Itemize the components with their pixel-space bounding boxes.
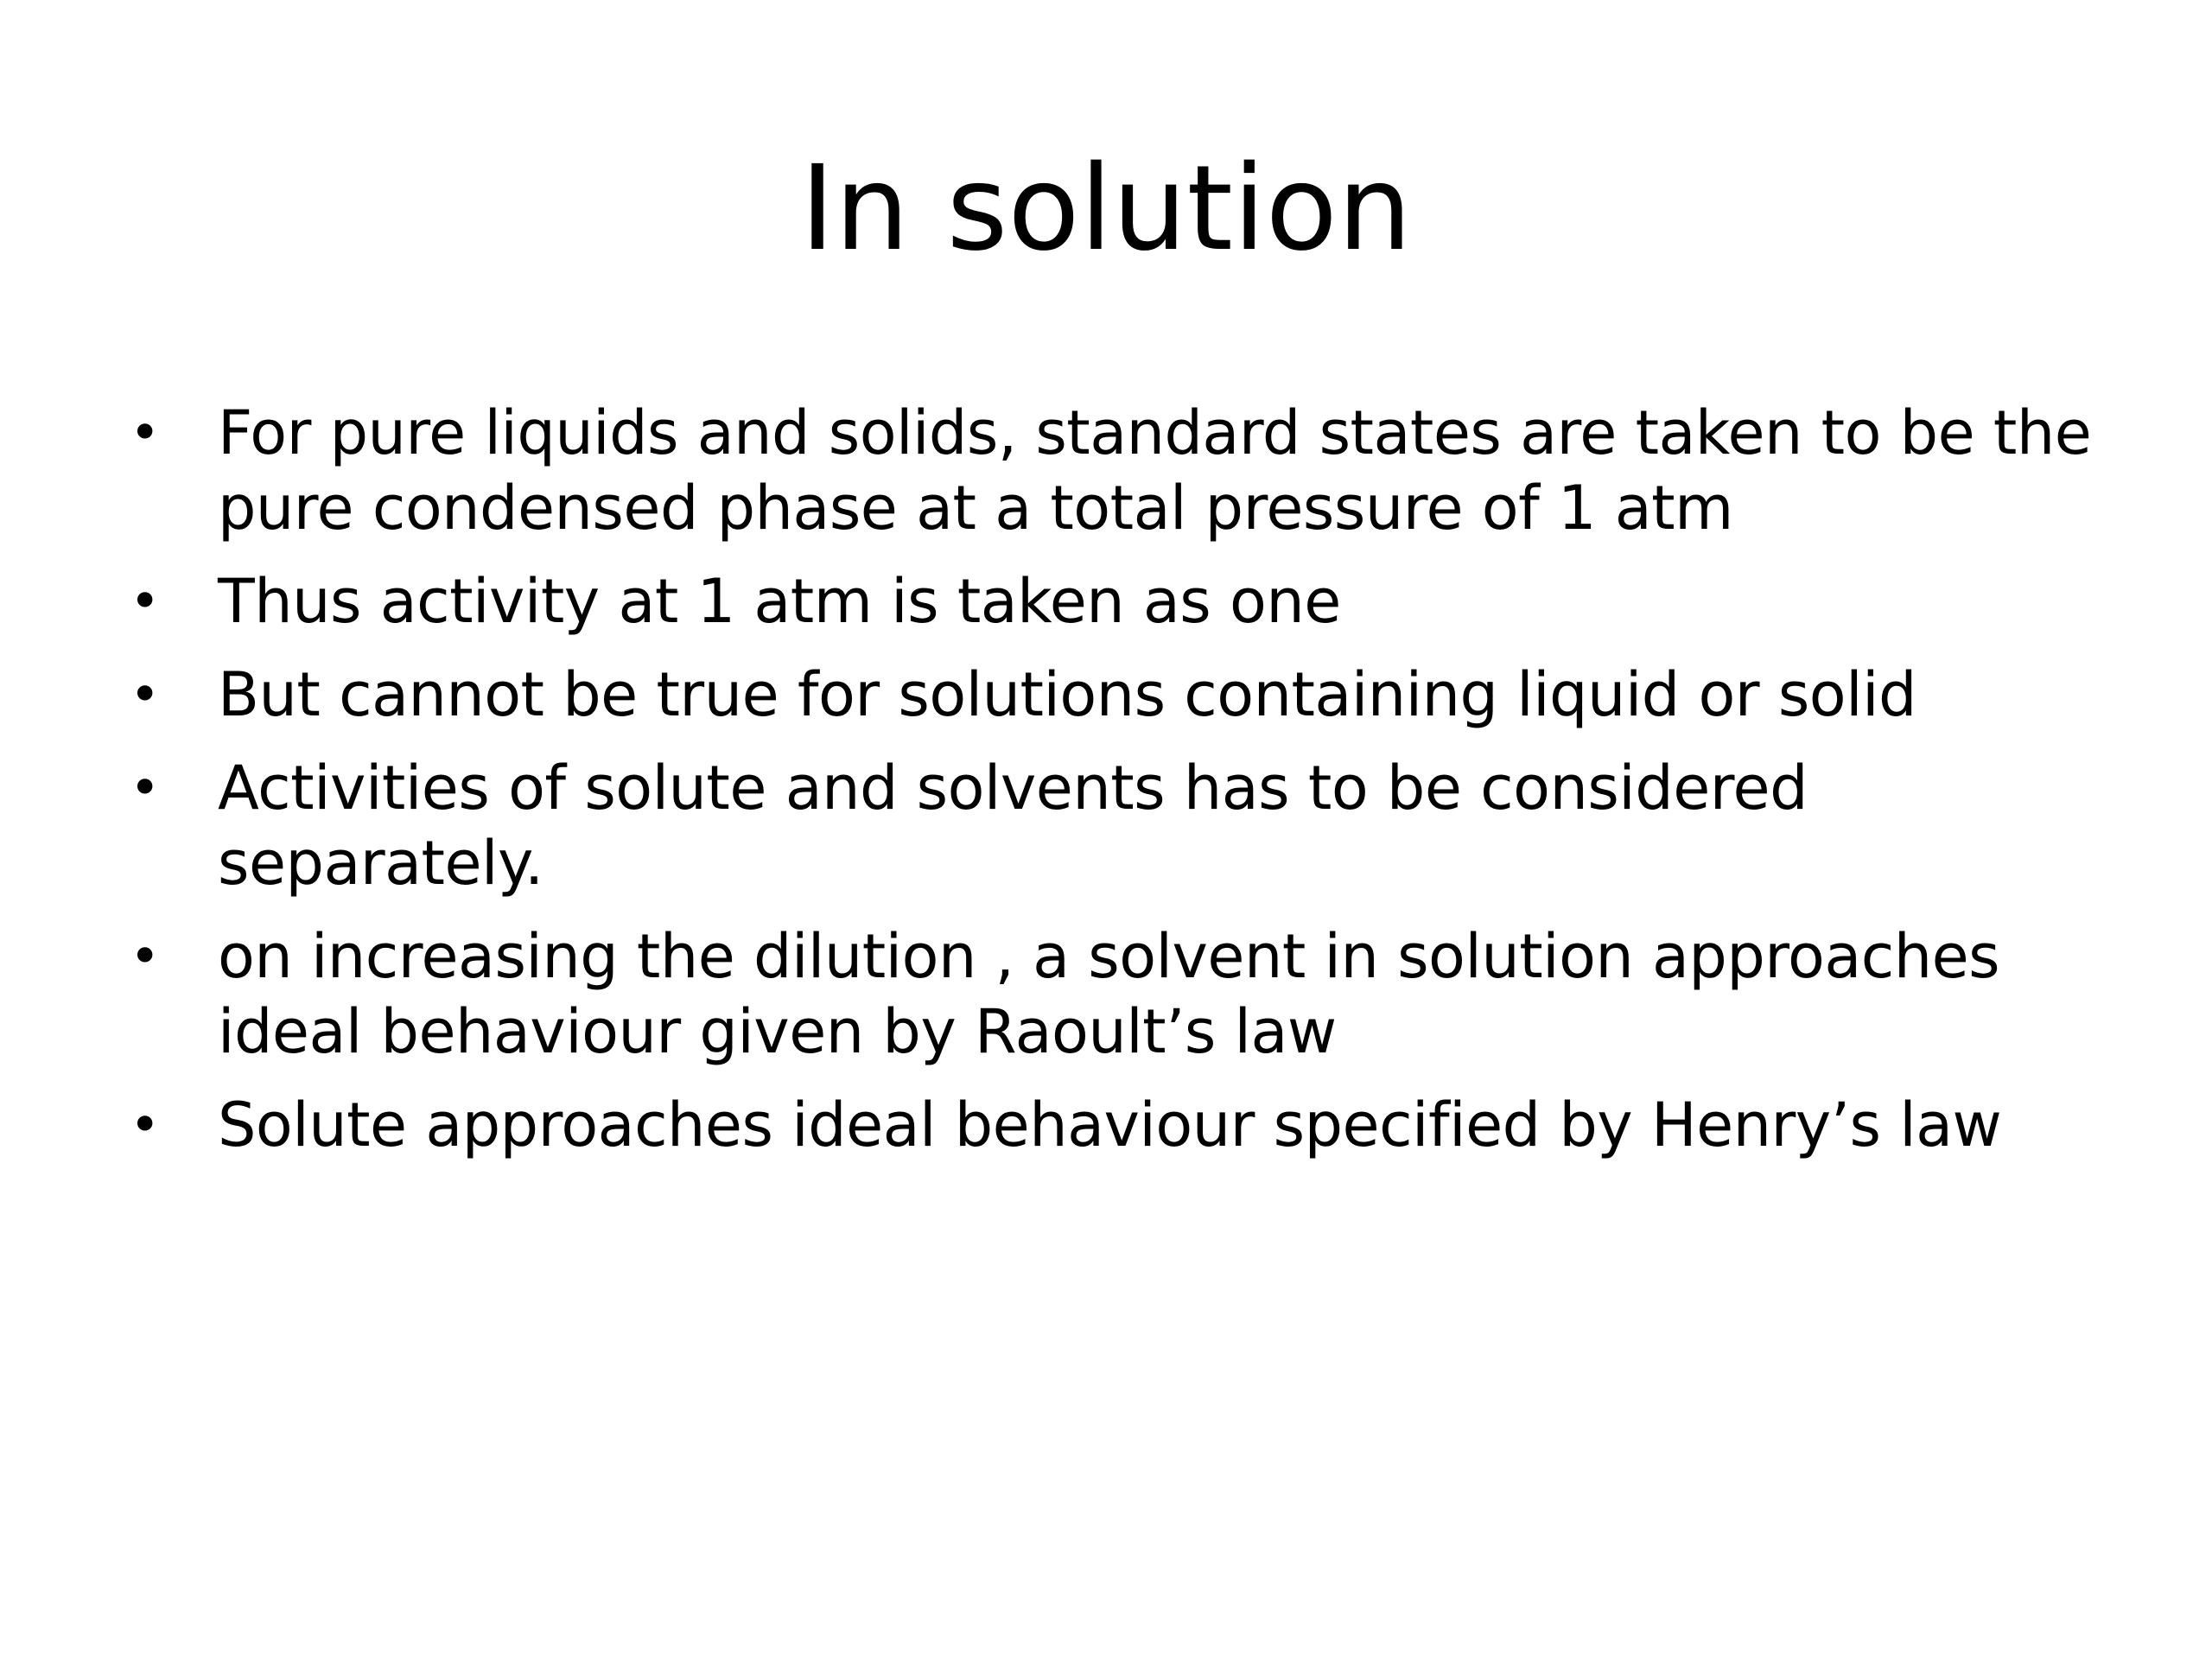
bullet-dot-icon: • [130,403,160,463]
bullet-text: Solute approaches ideal behaviour specified by Henry’s law [218,1090,2002,1160]
bullet-item [130,1088,2117,1163]
bullet-item [130,658,2117,733]
bullet-item [130,751,2117,901]
bullet-item [130,396,2117,546]
slide-title: In solution [799,141,1413,277]
bullet-item [130,564,2117,639]
bullet-text: But cannot be true for solutions containing liquid or solid [218,659,1916,730]
bullet-text: on increasing the dilution , a solvent in solution approaches ideal behaviour given by Raoult’s law [218,921,2000,1067]
bullet-dot-icon: • [130,758,160,818]
bullet-dot-icon: • [130,571,160,632]
bullet-dot-icon: • [130,664,160,725]
bullet-list [130,396,2117,1181]
bullet-dot-icon: • [130,926,160,987]
bullet-item [130,919,2117,1070]
bullet-text: Thus activity at 1 atm is taken as one [218,566,1341,637]
bullet-text: For pure liquids and solids, standard states are taken to be the pure condensed phase at a total pressure of 1 atm [218,397,2092,543]
bullet-dot-icon: • [130,1095,160,1155]
bullet-text: Activities of solute and solvents has to be considered separately. [218,753,1808,899]
